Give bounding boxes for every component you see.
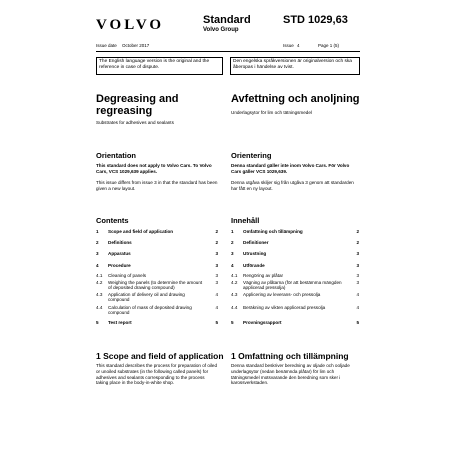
toc-page: 2 — [215, 240, 218, 245]
toc-number: 1 — [96, 229, 99, 234]
toc-title: Beräkning av vikten applicerad pressolja — [243, 305, 326, 310]
toc-number: 4 — [96, 263, 99, 268]
toc-title: Apparatus — [108, 251, 131, 256]
toc-title: Utrustning — [243, 251, 267, 256]
toc-title: Omfattning och tillämpning — [243, 229, 303, 234]
toc-page: 4 — [215, 292, 218, 297]
toc-page: 3 — [215, 280, 218, 285]
toc-number: 5 — [231, 320, 234, 325]
orientation-text-en: This issue differs from issue 3 in that the standard has been given a new layout. — [96, 180, 218, 191]
orientation-bold-sv: Denna standard gäller inte inom Volvo Cars. För Volvo Cars gäller VCS 1029,639. — [231, 163, 350, 174]
toc-page: 5 — [356, 320, 359, 325]
toc-title: Utförande — [243, 263, 265, 268]
toc-en — [96, 229, 218, 333]
section1-text-en: This standard describes the process for preparation of oiled or unoiled substrates (in the following called panels) for adhesives and sealants corresponding to the process taking place in the body-in-white shop. — [96, 363, 218, 386]
orientation-text-sv: Denna utgåva skiljer sig från utgåva 3 genom att standarden har fått en ny layout. — [231, 180, 354, 191]
toc-page: 2 — [215, 229, 218, 234]
toc-number: 4 — [231, 263, 234, 268]
toc-number: 4.3 — [231, 292, 238, 297]
volvo-logo: VOLVO — [96, 17, 165, 33]
toc-title: Scope and field of application — [108, 229, 174, 234]
toc-title: Cleaning of panels — [108, 273, 147, 278]
toc-title: Applicering av leverans- och pressolja — [243, 292, 321, 297]
header-rule — [96, 51, 360, 52]
toc-number: 1 — [231, 229, 234, 234]
toc-number: 4.4 — [231, 305, 238, 310]
section1-heading-en: 1 Scope and field of application — [96, 351, 224, 361]
toc-page: 4 — [356, 305, 359, 310]
toc-title: Calculation of mass of deposited drawing compound — [108, 305, 192, 316]
toc-sv — [231, 229, 359, 333]
toc-title: Provningsrapport — [243, 320, 282, 325]
toc-page: 3 — [215, 263, 218, 268]
title-sv: Avfettning och anoljning — [231, 93, 360, 105]
toc-page: 3 — [215, 273, 218, 278]
toc-page: 4 — [215, 305, 218, 310]
toc-number: 3 — [231, 251, 234, 256]
issue-date: October 2017 — [122, 43, 150, 48]
issue-value: 4 — [297, 43, 300, 48]
toc-number: 4.1 — [96, 273, 103, 278]
toc-title: Test report — [108, 320, 132, 325]
contents-heading-en: Contents — [96, 216, 129, 225]
toc-number: 4.2 — [96, 280, 103, 285]
toc-page: 3 — [215, 251, 218, 256]
title-sv-sub: Underlagsytor för lim och tätningsmedel — [231, 110, 312, 115]
toc-page: 2 — [356, 229, 359, 234]
toc-number: 3 — [96, 251, 99, 256]
contents-heading-sv: Innehåll — [231, 216, 260, 225]
toc-page: 3 — [356, 280, 359, 285]
doc-type: Standard — [203, 14, 251, 26]
toc-page: 3 — [356, 251, 359, 256]
toc-number: 2 — [231, 240, 234, 245]
toc-title: Weighing the panels (to determine the amount of deposited drawing compound) — [108, 280, 203, 291]
notice-box-en: The English language version is the original and the reference in case of dispute. — [96, 57, 223, 75]
toc-title: Procedure — [108, 263, 131, 268]
toc-title: Vägning av plåtarna (för att bestämma mängden applicerad pressolja) — [243, 280, 342, 291]
toc-number: 5 — [96, 320, 99, 325]
section1-heading-sv: 1 Omfattning och tillämpning — [231, 351, 349, 361]
toc-page: 4 — [356, 292, 359, 297]
toc-number: 4.3 — [96, 292, 103, 297]
title-en: Degreasing and regreasing — [96, 93, 179, 117]
toc-number: 4.1 — [231, 273, 238, 278]
toc-page: 5 — [215, 320, 218, 325]
title-en-sub: Substrates for adhesives and sealants — [96, 120, 174, 125]
toc-number: 2 — [96, 240, 99, 245]
toc-title: Definitioner — [243, 240, 269, 245]
orientation-bold-en: This standard does not apply to Volvo Cars. To Volvo Cars, VCS 1029,639 applies. — [96, 163, 212, 174]
toc-title: Application of delivery oil and drawing compound — [108, 292, 185, 303]
toc-number: 4.2 — [231, 280, 238, 285]
standard-number: STD 1029,63 — [283, 14, 348, 26]
toc-page: 2 — [356, 240, 359, 245]
toc-page: 3 — [356, 273, 359, 278]
issue-label: Issue — [283, 43, 294, 48]
toc-title: Rengöring av plåtar — [243, 273, 284, 278]
toc-title: Definitions — [108, 240, 132, 245]
org-name: Volvo Group — [203, 27, 239, 33]
toc-page: 3 — [356, 263, 359, 268]
section1-text-sv: Denna standard beskriver beredning av oljade och ooljade underlagsytor (nedan benämnda plåtar) för lim och tätningsmedel motsvarande den beredning som sker i karossverkstaden. — [231, 363, 350, 386]
toc-number: 4.4 — [96, 305, 103, 310]
notice-box-sv: Den engelska språkversionen är originalversion och ska åberopas i händelse av tvist. — [230, 57, 360, 75]
orientation-heading-sv: Orientering — [231, 151, 272, 160]
issue-date-label: Issue date — [96, 43, 117, 48]
page-number: Page 1 (5) — [318, 43, 340, 48]
orientation-heading-en: Orientation — [96, 151, 137, 160]
